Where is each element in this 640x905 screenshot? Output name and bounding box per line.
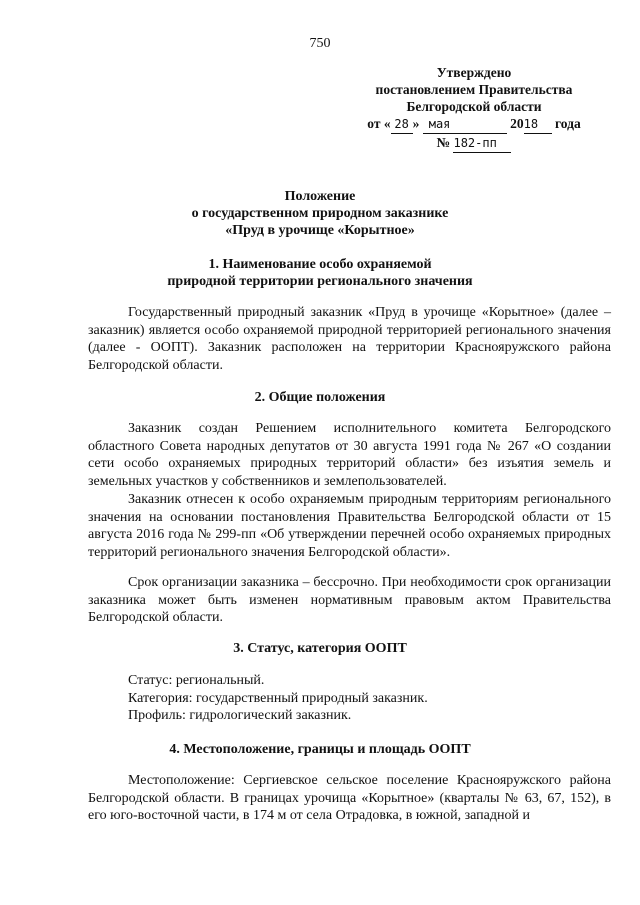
approval-line-3: Белгородской области bbox=[406, 99, 542, 114]
approval-number-row bbox=[344, 134, 604, 153]
status-line: Статус: региональный. bbox=[128, 673, 265, 688]
approval-line-2: постановлением Правительства bbox=[375, 82, 573, 97]
page-number: 750 bbox=[309, 36, 331, 51]
section-1-heading-line-2: природной территории регионального значения bbox=[167, 274, 473, 289]
section-2-paragraph-1: Заказник создан Решением исполнительного комитета Белгородского областного Совета народных депутатов от 30 августа 1991 года № 267 «О создании сети особо охраняемых природных территорий области» без изъятия земель и земельных участков у собственников и землепользователей. bbox=[88, 421, 611, 489]
approval-line-1: Утверждено bbox=[436, 65, 512, 80]
section-4-heading: 4. Местоположение, границы и площадь ООПТ bbox=[169, 742, 471, 757]
approval-block bbox=[344, 64, 604, 153]
section-2-heading: 2. Общие положения bbox=[254, 390, 386, 405]
profile-line: Профиль: гидрологический заказник. bbox=[128, 708, 352, 723]
approval-day: 28 bbox=[391, 116, 413, 134]
approval-quote-close: » bbox=[412, 116, 420, 131]
category-line: Категория: государственный природный заказник. bbox=[128, 690, 428, 706]
approval-year-suffix: 18 bbox=[524, 116, 552, 134]
title-line-2: о государственном природном заказнике bbox=[191, 206, 449, 221]
section-1-heading-line-1: 1. Наименование особо охраняемой bbox=[208, 257, 432, 272]
approval-month: мая bbox=[423, 116, 507, 134]
approval-from: от « bbox=[367, 116, 391, 131]
section-4-paragraph: Местоположение: Сергиевское сельское поселение Краснояружского района Белгородской области. В границах урочища «Корытное» (кварталы № 63, 67, 152), в его юго-восточной части, в 174 м от села Отрадовка, в южной, западной и bbox=[88, 773, 611, 823]
section-1-heading bbox=[0, 256, 640, 290]
document-title bbox=[0, 188, 640, 239]
section-2-paragraph-2: Заказник отнесен к особо охраняемым природным территориям регионального значения на основании постановления Правительства Белгородской области от 15 августа 2016 года № 299-пп «Об утверждении перечней особо охраняемых природных территорий регионального значения Белгородской области». bbox=[88, 492, 611, 560]
approval-date bbox=[344, 115, 604, 134]
title-line-1: Положение bbox=[284, 189, 356, 204]
section-2-paragraph-3: Срок организации заказника – бессрочно. При необходимости срок организации заказника может быть изменен нормативным правовым актом Правительства Белгородской области. bbox=[88, 575, 611, 625]
title-line-3: «Пруд в урочище «Корытное» bbox=[225, 223, 415, 238]
approval-year-prefix: 20 bbox=[510, 116, 524, 131]
approval-number-prefix: № bbox=[436, 135, 451, 150]
approval-year-word: года bbox=[554, 116, 581, 131]
section-3-list bbox=[128, 672, 608, 725]
section-1-paragraph: Государственный природный заказник «Пруд в урочище «Корытное» (далее – заказник) является особо охраняемой природной территорией регионального значения (далее - ООПТ). Заказник расположен на территории Краснояружского района Белгородской области. bbox=[88, 305, 611, 373]
approval-number: 182-пп bbox=[453, 135, 511, 153]
section-3-heading: 3. Статус, категория ООПТ bbox=[233, 641, 407, 656]
